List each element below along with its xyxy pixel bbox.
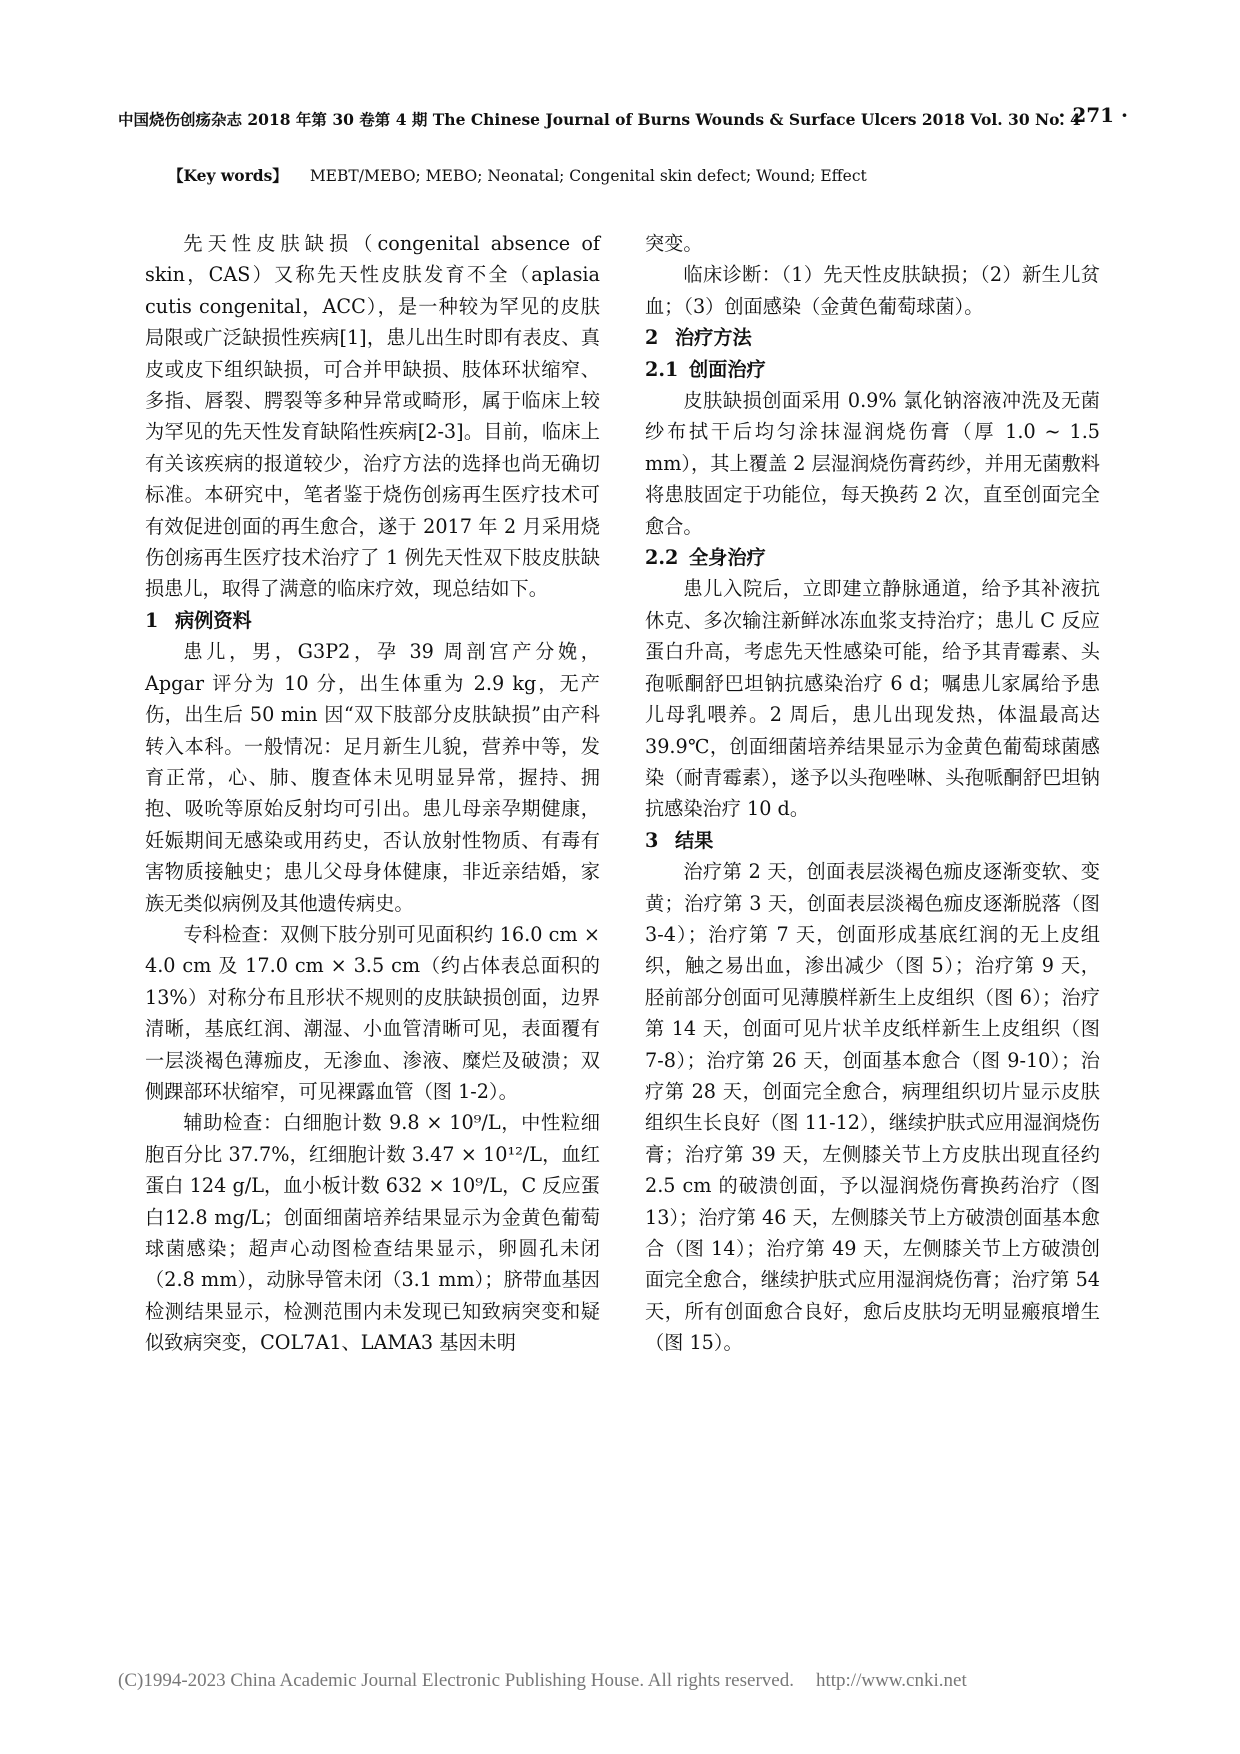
continuation-text: 突变。 <box>645 232 703 255</box>
lab-paragraph: 辅助检查：白细胞计数 9.8 × 10⁹/L，中性粒细胞百分比 37.7%，红细胞计数 3.47 × 10¹²/L，血红蛋白 124 g/L，血小板计数 632 × 10⁹/L，C 反应蛋白12.8 mg/L；创面细菌培养结果显示为金黄色葡萄球菌感染；超声心动图检查结果显示，卵圆孔未闭（2.8 mm），动脉导管未闭（3.1 mm）；脐带血基因检测结果显示，检测范围内未发现已知致病突变和疑似致病突变，COL7A1、LAMA3 基因未明 <box>145 1111 600 1355</box>
subsection-heading-wound <box>645 354 1100 385</box>
section-title: 结果 <box>675 828 714 852</box>
section-heading-treatment <box>645 322 1100 353</box>
section-title: 病例资料 <box>175 608 252 632</box>
copyright-text: (C)1994-2023 China Academic Journal Electronic Publishing House. All rights reserved. <box>118 1670 794 1691</box>
subsection-title: 创面治疗 <box>689 357 766 381</box>
subsection-number: 2.1 <box>645 357 679 381</box>
section-title: 治疗方法 <box>675 326 752 350</box>
copyright-footer <box>118 1670 967 1692</box>
journal-citation: 中国烧伤创疡杂志 2018 年第 30 卷第 4 期 The Chinese Journal of Burns Wounds & Surface Ulcers 2018 Vol. 30 No. 4 <box>118 110 1081 129</box>
footer-url: http://www.cnki.net <box>815 1670 967 1691</box>
intro-paragraph: 先天性皮肤缺损（congenital absence of skin，CAS）又称先天性皮肤发育不全（aplasia cutis congenital，ACC），是一种较为罕见的皮肤局限或广泛缺损性疾病[1]，患儿出生时即有表皮、真皮或皮下组织缺损，可合并甲缺损、肢体环状缩窄、多指、唇裂、腭裂等多种异常或畸形，属于临床上较为罕见的先天性发育缺陷性疾病[2-3]。目前，临床上有关该疾病的报道较少，治疗方法的选择也尚无确切标准。本研究中，笔者鉴于烧伤创疡再生医疗技术可有效促进创面的再生愈合，遂于 2017 年 2 月采用烧伤创疡再生医疗技术治疗了 1 例先天性双下肢皮肤缺损患儿，取得了满意的临床疗效，现总结如下。 <box>145 232 600 601</box>
running-header <box>118 103 1128 134</box>
section-number: 2 <box>645 326 659 350</box>
subsection-title: 全身治疗 <box>689 546 766 570</box>
section-number: 1 <box>145 608 159 632</box>
exam-paragraph: 专科检查：双侧下肢分别可见面积约 16.0 cm × 4.0 cm 及 17.0 cm × 3.5 cm（约占体表总面积的 13%）对称分布且形状不规则的皮肤缺损创面，边界清晰，基底红润、潮湿、小血管清晰可见，表面覆有一层淡褐色薄痂皮，无渗血、渗液、糜烂及破溃；双侧踝部环状缩窄，可见裸露血管（图 1-2）。 <box>145 922 600 1103</box>
left-column <box>145 228 600 1359</box>
subsection-heading-systemic <box>645 542 1100 573</box>
right-column <box>645 228 1100 1359</box>
section-heading-results <box>645 825 1100 856</box>
diagnosis-paragraph: 临床诊断：（1）先天性皮肤缺损；（2）新生儿贫血；（3）创面感染（金黄色葡萄球菌）。 <box>645 263 1100 318</box>
case-paragraph: 患儿，男，G3P2，孕 39 周剖宫产分娩，Apgar 评分为 10 分，出生体重为 2.9 kg，无产伤，出生后 50 min 因“双下肢部分皮肤缺损”由产科转入本科。一般情况：足月新生儿貌，营养中等，发育正常，心、肺、腹查体未见明显异常，握持、拥抱、吸吮等原始反射均可引出。患儿母亲孕期健康，妊娠期间无感染或用药史，否认放射性物质、有毒有害物质接触史；患儿父母身体健康，非近亲结婚，家族无类似病例及其他遗传病史。 <box>145 640 600 915</box>
keywords-label: 【Key words】 <box>168 166 288 185</box>
page-number: · 271 · <box>1058 103 1128 127</box>
systemic-treatment-paragraph: 患儿入院后，立即建立静脉通道，给予其补液抗休克、多次输注新鲜冰冻血浆支持治疗；患儿 C 反应蛋白升高，考虑先天性感染可能，给予其青霉素、头孢哌酮舒巴坦钠抗感染治疗 6 d；嘱患儿家属给予患儿母乳喂养。2 周后，患儿出现发热，体温最高达 39.9℃，创面细菌培养结果显示为金黄色葡萄球菌感染（耐青霉素），遂予以头孢唑啉、头孢哌酮舒巴坦钠抗感染治疗 10 d。 <box>645 577 1100 821</box>
keywords-line <box>168 164 867 186</box>
wound-treatment-paragraph: 皮肤缺损创面采用 0.9% 氯化钠溶液冲洗及无菌纱布拭干后均匀涂抹湿润烧伤膏（厚 1.0 ~ 1.5 mm），其上覆盖 2 层湿润烧伤膏药纱，并用无菌敷料将患肢固定于功能位，每天换药 2 次，直至创面完全愈合。 <box>645 389 1100 538</box>
keywords-text: MEBT/MEBO; MEBO; Neonatal; Congenital skin defect; Wound; Effect <box>309 167 867 185</box>
section-number: 3 <box>645 828 659 852</box>
section-heading-case <box>145 605 600 636</box>
results-paragraph: 治疗第 2 天，创面表层淡褐色痂皮逐渐变软、变黄；治疗第 3 天，创面表层淡褐色痂皮逐渐脱落（图 3-4）；治疗第 7 天，创面形成基底红润的无上皮组织，触之易出血，渗出减少（图 5）；治疗第 9 天，胫前部分创面可见薄膜样新生上皮组织（图 6）；治疗第 14 天，创面可见片状羊皮纸样新生上皮组织（图 7-8）；治疗第 26 天，创面基本愈合（图 9-10）；治疗第 28 天，创面完全愈合，病理组织切片显示皮肤组织生长良好（图 11-12），继续护肤式应用湿润烧伤膏；治疗第 39 天，左侧膝关节上方皮肤出现直径约 2.5 cm 的破溃创面，予以湿润烧伤膏换药治疗（图 13）；治疗第 46 天，左侧膝关节上方破溃创面基本愈合（图 14）；治疗第 49 天，左侧膝关节上方破溃创面完全愈合，继续护肤式应用湿润烧伤膏；治疗第 54 天，所有创面愈合良好，愈后皮肤均无明显瘢痕增生（图 15）。 <box>645 860 1100 1355</box>
subsection-number: 2.2 <box>645 546 679 570</box>
